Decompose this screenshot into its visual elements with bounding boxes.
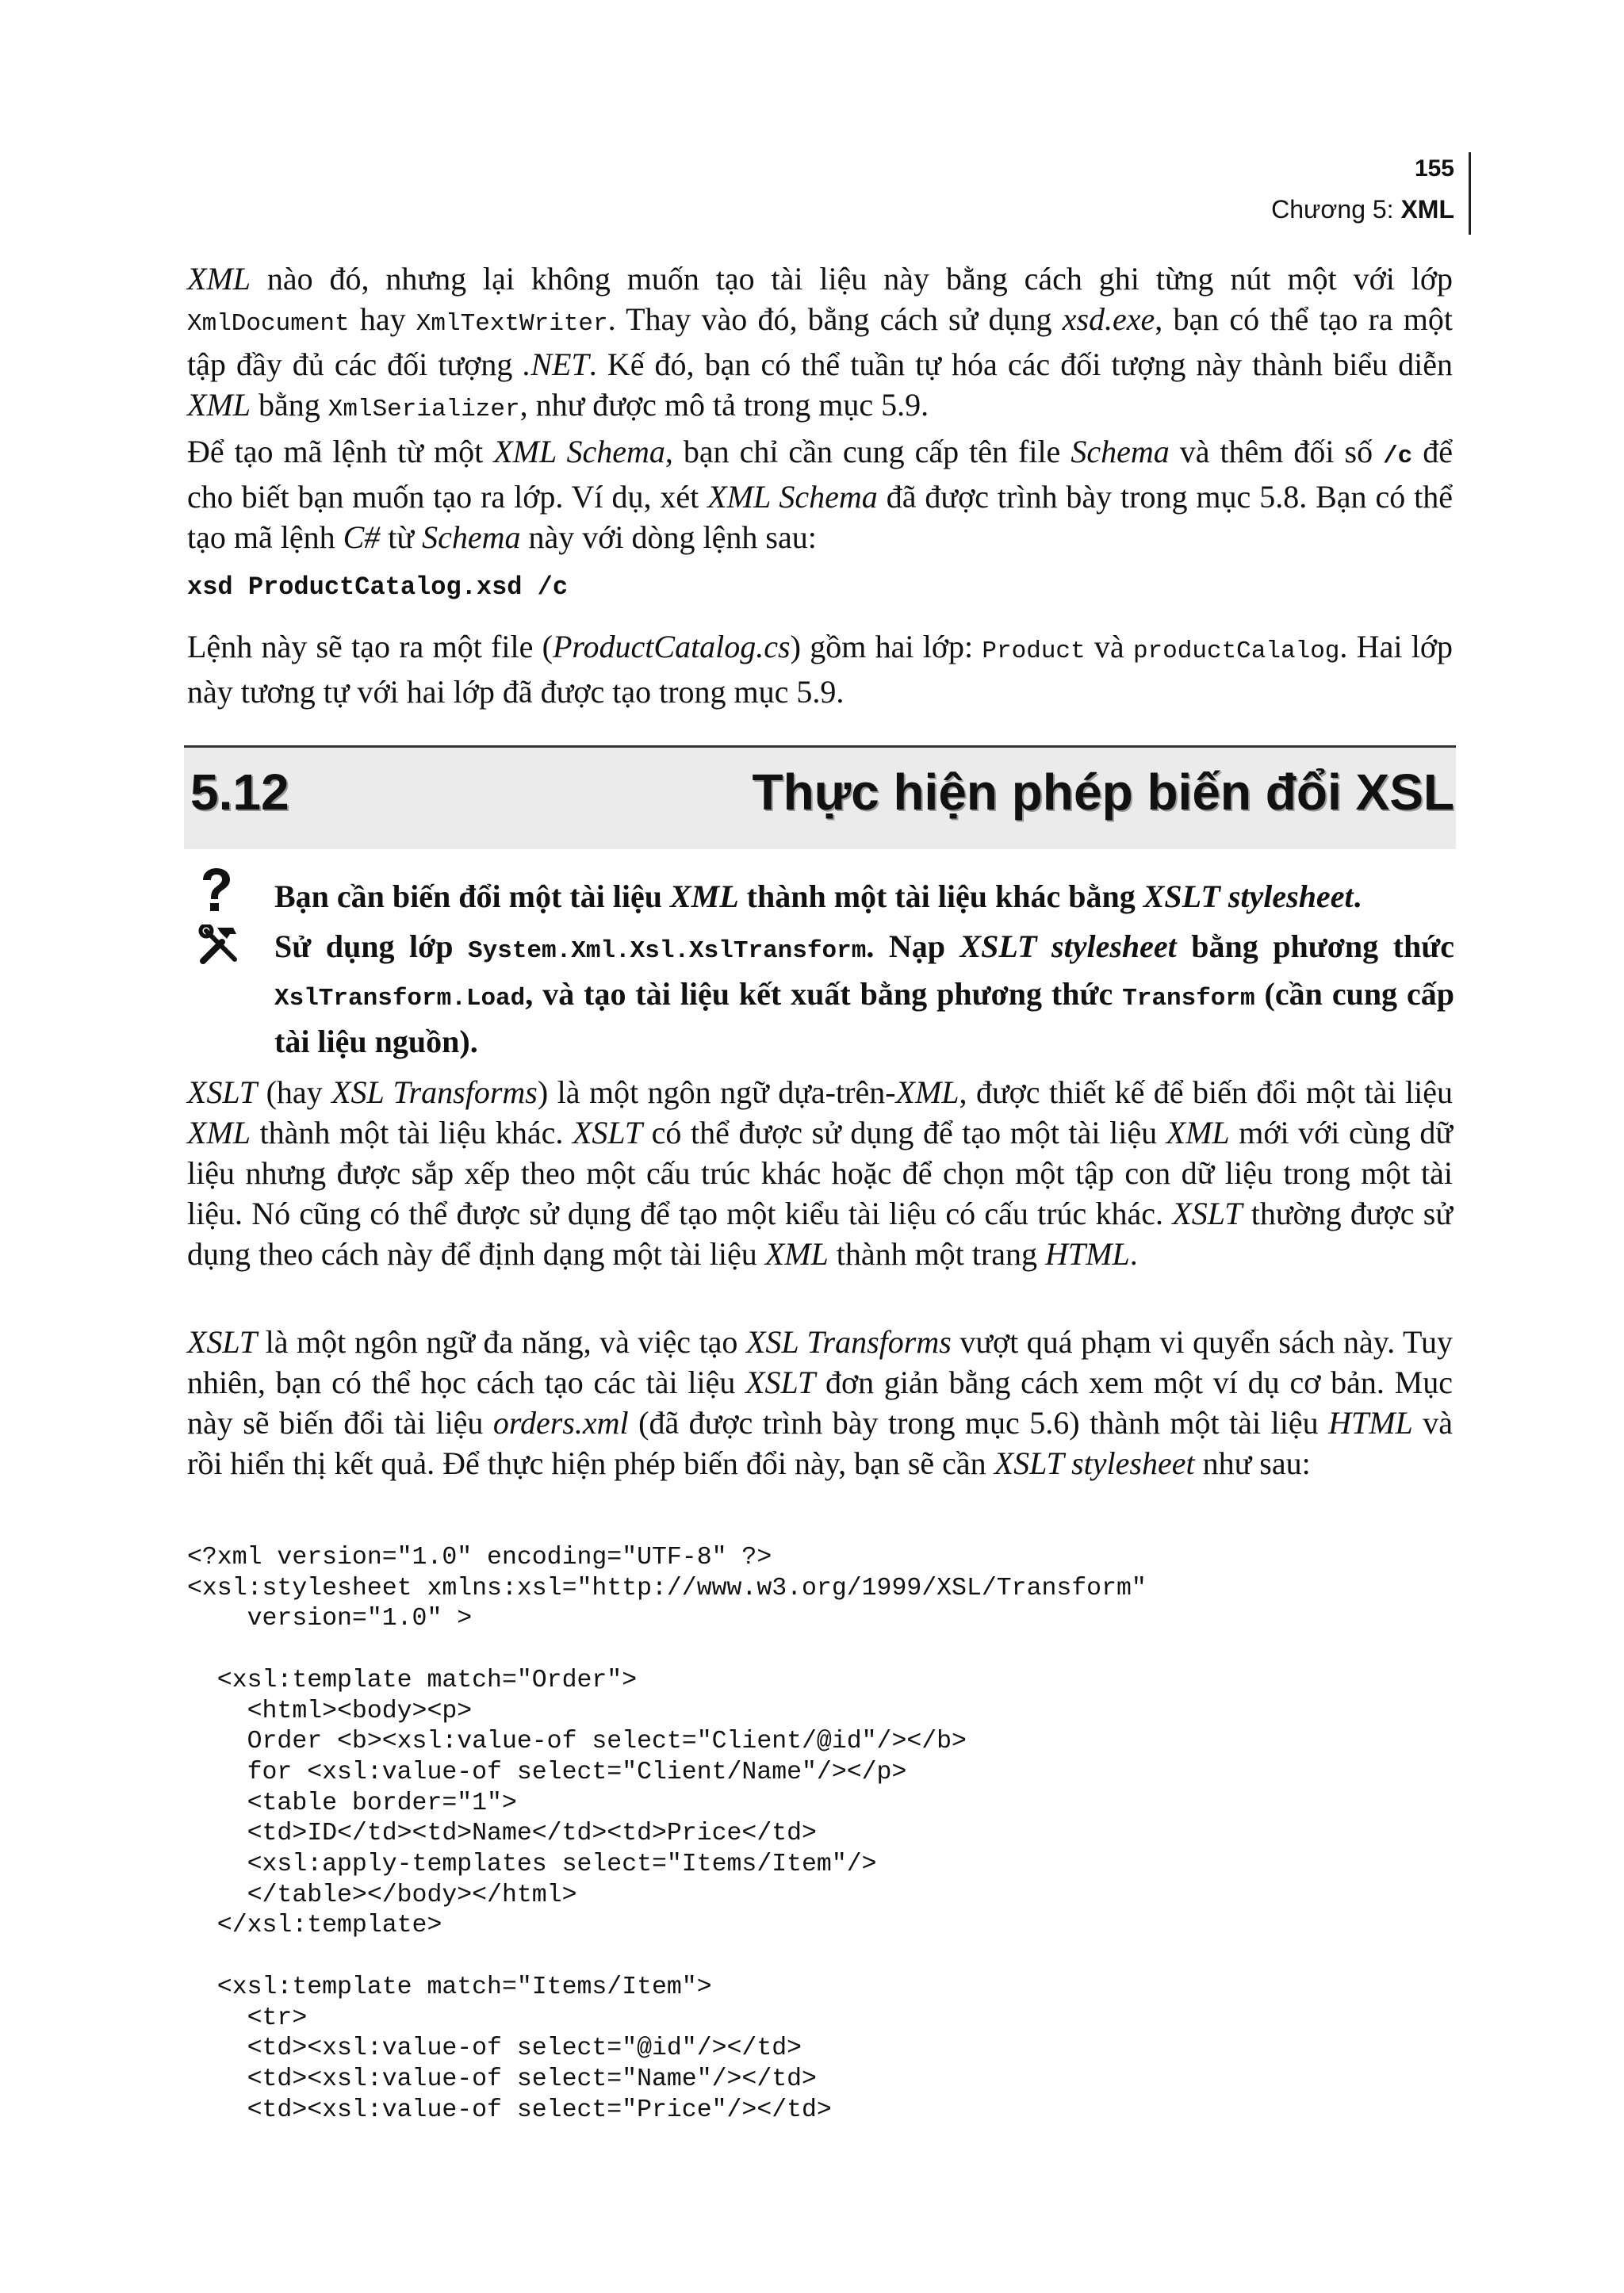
section-title: Thực hiện phép biến đổi XSL	[752, 764, 1454, 821]
italic-run: XML	[187, 387, 251, 423]
italic-run: XSLT	[1172, 1196, 1243, 1231]
italic-run: HTML	[1044, 1236, 1130, 1272]
intro-paragraph-3	[187, 626, 1453, 712]
code-line: <td><xsl:value-of select="Price"/></td>	[187, 2096, 832, 2124]
text-run: ) là một ngôn ngữ dựa-trên-	[537, 1074, 896, 1110]
text-run: này với dòng lệnh sau:	[520, 519, 817, 555]
page-number: 155	[1414, 155, 1454, 182]
text-run: (hay	[257, 1074, 332, 1110]
text-run: , như được mô tả trong mục 5.9.	[519, 387, 929, 423]
italic-run: C#	[343, 519, 381, 555]
code-run: Transform	[1122, 985, 1255, 1013]
code-line: version="1.0" >	[187, 1605, 473, 1633]
text-run: Để tạo mã lệnh từ một	[187, 434, 494, 469]
text-run: , bạn chỉ cần cung cấp tên file	[665, 434, 1071, 469]
code-line: </table></body></html>	[187, 1881, 577, 1909]
text-run: bằng phương thức	[1176, 928, 1454, 964]
code-line: <td><xsl:value-of select="@id"/></td>	[187, 2035, 802, 2063]
text-run: .	[1353, 879, 1362, 914]
code-run: XmlSerializer	[327, 396, 520, 423]
text-run: như sau:	[1194, 1445, 1311, 1481]
italic-run: XSLT	[187, 1324, 258, 1360]
italic-run: XML	[1166, 1115, 1230, 1150]
text-run: từ	[380, 519, 423, 555]
text-run: ) gồm hai lớp:	[790, 629, 982, 664]
code-run: XslTransform.Load	[274, 985, 526, 1013]
italic-run: xsd.exe	[1062, 301, 1155, 337]
text-run: thành một trang	[828, 1236, 1045, 1272]
text-run: thành một tài liệu khác bằng	[738, 879, 1143, 914]
intro-paragraph-1	[187, 258, 1453, 430]
code-run: Product	[982, 637, 1086, 665]
code-line: Order <b><xsl:value-of select="Client/@id"/></b>	[187, 1728, 967, 1756]
text-run: Bạn cần biến đổi một tài liệu	[274, 879, 670, 914]
text-run: .	[1129, 1236, 1138, 1272]
section-number: 5.12	[190, 764, 289, 821]
text-run: là một ngôn ngữ đa năng, và việc tạo	[257, 1324, 746, 1360]
code-line: <?xml version="1.0" encoding="UTF-8" ?>	[187, 1544, 772, 1571]
italic-run: XSLT	[187, 1074, 258, 1110]
italic-run: Schema	[1071, 434, 1170, 469]
intro-paragraph-2	[187, 431, 1453, 557]
text-run: và thêm đối số	[1169, 434, 1384, 469]
code-line	[187, 1635, 1147, 1666]
code-line	[187, 1942, 1147, 1973]
text-run: và rồi hiển thị kết quả. Để thực hiện phép biến đổi này, bạn sẽ cần	[187, 1405, 1454, 1481]
italic-run: XML	[187, 1115, 251, 1150]
italic-run: orders.xml	[492, 1405, 629, 1441]
code-line: </xsl:template>	[187, 1912, 442, 1940]
code-line: <xsl:stylesheet xmlns:xsl="http://www.w3.org/1999/XSL/Transform"	[187, 1574, 1147, 1602]
text-run: . Nạp	[866, 928, 960, 964]
italic-run: XSL Transforms	[331, 1074, 538, 1110]
code-run: System.Xml.Xsl.XslTransform	[468, 937, 867, 965]
text-run: vượt quá phạm vi quyển sách này. Tuy nhiên, bạn có thể học cách tạo các tài liệu	[187, 1324, 1454, 1400]
text-run: thường được sử dụng theo cách này để định dạng một tài liệu	[187, 1196, 1453, 1272]
italic-run: XSLT stylesheet	[1143, 879, 1354, 914]
command-line: xsd ProductCatalog.xsd /c	[187, 572, 569, 602]
chapter-prefix: Chương 5:	[1271, 195, 1401, 224]
text-run: , và tạo tài liệu kết xuất bằng phương thức	[525, 976, 1123, 1012]
problem-statement	[274, 875, 1454, 918]
text-run: hay	[349, 301, 416, 337]
italic-run: XML	[895, 1074, 959, 1110]
text-run: (cần cung cấp tài liệu nguồn).	[274, 976, 1454, 1059]
code-run: XmlDocument	[187, 310, 350, 338]
body-paragraph-2	[187, 1322, 1453, 1483]
solution-statement	[274, 925, 1454, 1063]
bold-code-run: /c	[1383, 442, 1413, 470]
text-run: Lệnh này sẽ tạo ra một file (	[187, 629, 553, 664]
italic-run: XSLT stylesheet	[959, 928, 1177, 964]
chapter-name: XML	[1400, 195, 1454, 224]
text-run: . Thay vào đó, bằng cách sử dụng	[607, 301, 1063, 337]
text-run: thành một tài liệu khác.	[251, 1115, 573, 1150]
italic-run: XSL Transforms	[745, 1324, 952, 1360]
text-run: có thể được sử dụng để tạo một tài liệu	[642, 1115, 1166, 1150]
text-run: (đã được trình bày trong mục 5.6) thành một tài liệu	[628, 1405, 1329, 1441]
tools-icon	[198, 924, 239, 966]
body-paragraph-1	[187, 1072, 1453, 1274]
italic-run: ProductCatalog.cs	[553, 629, 791, 664]
italic-run: XML	[764, 1236, 829, 1272]
italic-run: XML Schema	[493, 434, 665, 469]
code-line: <xsl:template match="Items/Item">	[187, 1973, 712, 2001]
text-run: đã được trình bày trong mục 5.8. Bạn có thể tạo mã lệnh	[187, 479, 1454, 555]
text-run: và	[1085, 629, 1133, 664]
text-run: mới với cùng dữ liệu nhưng được sắp xếp theo một cấu trúc khác hoặc để chọn một tập con dữ liệu trong một tài liệu. Nó cũng có thể được sử dụng để tạo một kiểu tài liệu có cấu trúc khác.	[187, 1115, 1453, 1231]
italic-run: XML	[187, 261, 251, 297]
chapter-header	[1271, 195, 1454, 224]
italic-run: XSLT stylesheet	[994, 1445, 1195, 1481]
code-run: XmlTextWriter	[416, 310, 608, 338]
text-run: nào đó, nhưng lại không muốn tạo tài liệu này bằng cách ghi từng nút một với lớp	[251, 261, 1453, 297]
code-line: <html><body><p>	[187, 1697, 473, 1725]
text-run: , bạn có thể tạo ra một tập đầy đủ các đối tượng	[187, 301, 1453, 382]
text-run: , được thiết kế để biến đổi một tài liệu	[959, 1074, 1454, 1110]
code-run: productCalalog	[1132, 637, 1340, 665]
code-listing	[187, 1543, 1147, 2126]
code-line: <td><xsl:value-of select="Name"/></td>	[187, 2065, 817, 2093]
code-line: <table border="1">	[187, 1789, 517, 1817]
code-line: for <xsl:value-of select="Client/Name"/></p>	[187, 1758, 907, 1786]
code-line: <xsl:apply-templates select="Items/Item"/>	[187, 1851, 877, 1879]
italic-run: XSLT	[745, 1365, 816, 1400]
italic-run: XSLT	[572, 1115, 643, 1150]
text-run: đơn giản bằng cách xem một ví dụ cơ bản. Mục này sẽ biến đổi tài liệu	[187, 1365, 1453, 1441]
italic-run: Schema	[422, 519, 521, 555]
code-line: <td>ID</td><td>Name</td><td>Price</td>	[187, 1820, 817, 1848]
text-run: để cho biết bạn muốn tạo ra lớp. Ví dụ, xét	[187, 434, 1454, 515]
italic-run: HTML	[1328, 1405, 1413, 1441]
italic-run: .NET	[523, 346, 589, 382]
text-run: bằng	[251, 387, 328, 423]
italic-run: XML	[669, 879, 739, 914]
text-run: Sử dụng lớp	[274, 928, 469, 964]
text-run: . Hai lớp này tương tự với hai lớp đã được tạo trong mục 5.9.	[187, 629, 1453, 710]
italic-run: XML Schema	[707, 479, 878, 515]
header-rule	[1469, 152, 1471, 235]
text-run: . Kế đó, bạn có thể tuần tự hóa các đối tượng này thành biểu diễn	[588, 346, 1453, 382]
code-line: <tr>	[187, 2004, 308, 2032]
code-line: <xsl:template match="Order">	[187, 1666, 638, 1694]
question-icon	[198, 867, 233, 912]
